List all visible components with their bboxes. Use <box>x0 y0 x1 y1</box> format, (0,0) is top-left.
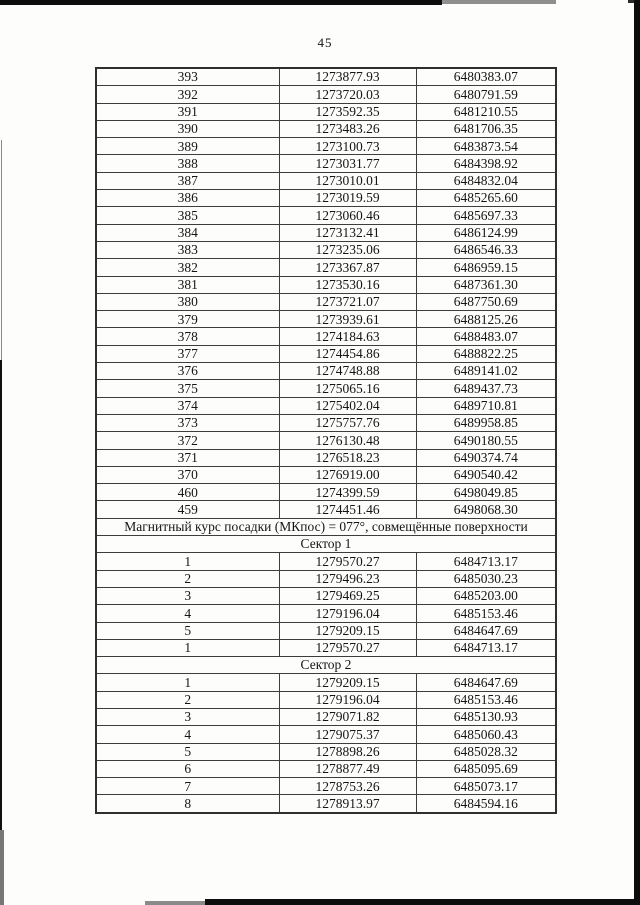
table-section-header-row <box>96 518 556 535</box>
coordinate-x-cell: 1279196.04 <box>279 605 416 622</box>
point-number-cell: 374 <box>96 397 279 414</box>
coordinate-x-cell: 1273235.06 <box>279 241 416 258</box>
coordinate-y-cell: 6487361.30 <box>416 276 556 293</box>
coordinate-x-cell: 1276919.00 <box>279 466 416 483</box>
coordinate-x-cell: 1276130.48 <box>279 432 416 449</box>
coordinate-x-cell: 1276518.23 <box>279 449 416 466</box>
table-row <box>96 276 556 293</box>
point-number-cell: 460 <box>96 484 279 501</box>
point-number-cell: 5 <box>96 622 279 639</box>
coordinate-y-cell: 6484713.17 <box>416 553 556 570</box>
coordinate-y-cell: 6484713.17 <box>416 639 556 656</box>
point-number-cell: 372 <box>96 432 279 449</box>
coordinate-x-cell: 1279196.04 <box>279 691 416 708</box>
point-number-cell: 7 <box>96 778 279 795</box>
point-number-cell: 376 <box>96 363 279 380</box>
point-number-cell: 371 <box>96 449 279 466</box>
page-number: 45 <box>317 35 333 50</box>
point-number-cell: 378 <box>96 328 279 345</box>
table-row <box>96 708 556 725</box>
point-number-cell: 2 <box>96 691 279 708</box>
coordinate-y-cell: 6484647.69 <box>416 622 556 639</box>
point-number-cell: 392 <box>96 86 279 103</box>
coordinate-y-cell: 6483873.54 <box>416 138 556 155</box>
coordinate-x-cell: 1274454.86 <box>279 345 416 362</box>
point-number-cell: 381 <box>96 276 279 293</box>
coordinate-y-cell: 6480791.59 <box>416 86 556 103</box>
coordinate-y-cell: 6481210.55 <box>416 103 556 120</box>
point-number-cell: 1 <box>96 674 279 691</box>
table-row <box>96 484 556 501</box>
coordinate-x-cell: 1274748.88 <box>279 363 416 380</box>
coordinate-y-cell: 6485153.46 <box>416 605 556 622</box>
point-number-cell: 391 <box>96 103 279 120</box>
point-number-cell: 385 <box>96 207 279 224</box>
table-row <box>96 190 556 207</box>
coordinate-x-cell: 1273031.77 <box>279 155 416 172</box>
table-row <box>96 380 556 397</box>
table-row <box>96 726 556 743</box>
table-section-header: Магнитный курс посадки (МКпос) = 077°, совмещённые поверхности <box>96 518 556 535</box>
coordinate-y-cell: 6489710.81 <box>416 397 556 414</box>
coordinate-y-cell: 6486124.99 <box>416 224 556 241</box>
coordinate-x-cell: 1273939.61 <box>279 311 416 328</box>
coordinate-y-cell: 6484398.92 <box>416 155 556 172</box>
point-number-cell: 6 <box>96 760 279 777</box>
coordinate-x-cell: 1273367.87 <box>279 259 416 276</box>
coordinate-y-cell: 6486546.33 <box>416 241 556 258</box>
table-row <box>96 432 556 449</box>
coordinate-x-cell: 1279469.25 <box>279 587 416 604</box>
coordinate-table-body <box>96 68 556 813</box>
point-number-cell: 380 <box>96 293 279 310</box>
point-number-cell: 4 <box>96 605 279 622</box>
table-section-header-row <box>96 536 556 553</box>
point-number-cell: 375 <box>96 380 279 397</box>
scan-edge-top <box>0 0 442 5</box>
coordinate-x-cell: 1273721.07 <box>279 293 416 310</box>
coordinate-y-cell: 6485265.60 <box>416 190 556 207</box>
scan-edge-left <box>0 360 2 835</box>
point-number-cell: 388 <box>96 155 279 172</box>
point-number-cell: 377 <box>96 345 279 362</box>
table-row <box>96 414 556 431</box>
scan-edge-top-corner <box>628 0 640 3</box>
coordinate-x-cell: 1279570.27 <box>279 553 416 570</box>
table-row <box>96 103 556 120</box>
point-number-cell: 393 <box>96 68 279 86</box>
coordinate-y-cell: 6488125.26 <box>416 311 556 328</box>
coordinate-y-cell: 6488483.07 <box>416 328 556 345</box>
table-row <box>96 587 556 604</box>
point-number-cell: 389 <box>96 138 279 155</box>
scan-edge-right <box>634 0 640 905</box>
coordinate-y-cell: 6480383.07 <box>416 68 556 86</box>
coordinate-y-cell: 6490540.42 <box>416 466 556 483</box>
coordinate-x-cell: 1273060.46 <box>279 207 416 224</box>
table-row <box>96 224 556 241</box>
coordinate-y-cell: 6485060.43 <box>416 726 556 743</box>
coordinate-x-cell: 1273010.01 <box>279 172 416 189</box>
point-number-cell: 1 <box>96 553 279 570</box>
table-row <box>96 778 556 795</box>
coordinate-y-cell: 6485030.23 <box>416 570 556 587</box>
coordinate-x-cell: 1275402.04 <box>279 397 416 414</box>
table-row <box>96 207 556 224</box>
table-row <box>96 570 556 587</box>
coordinate-y-cell: 6484594.16 <box>416 795 556 813</box>
table-row <box>96 363 556 380</box>
table-section-header: Сектор 2 <box>96 657 556 674</box>
table-row <box>96 553 556 570</box>
point-number-cell: 1 <box>96 639 279 656</box>
coordinate-x-cell: 1273483.26 <box>279 120 416 137</box>
coordinate-y-cell: 6498068.30 <box>416 501 556 518</box>
coordinate-y-cell: 6489141.02 <box>416 363 556 380</box>
point-number-cell: 4 <box>96 726 279 743</box>
coordinate-y-cell: 6484832.04 <box>416 172 556 189</box>
point-number-cell: 459 <box>96 501 279 518</box>
table-row <box>96 674 556 691</box>
coordinate-x-cell: 1279570.27 <box>279 639 416 656</box>
table-row <box>96 397 556 414</box>
coordinate-y-cell: 6485130.93 <box>416 708 556 725</box>
coordinate-x-cell: 1274399.59 <box>279 484 416 501</box>
table-row <box>96 155 556 172</box>
table-row <box>96 259 556 276</box>
coordinate-y-cell: 6489437.73 <box>416 380 556 397</box>
scan-edge-bottom <box>205 899 640 905</box>
table-row <box>96 760 556 777</box>
coordinate-x-cell: 1279209.15 <box>279 674 416 691</box>
coordinate-x-cell: 1278753.26 <box>279 778 416 795</box>
coordinate-x-cell: 1279209.15 <box>279 622 416 639</box>
table-row <box>96 795 556 813</box>
coordinate-x-cell: 1274451.46 <box>279 501 416 518</box>
coordinate-y-cell: 6486959.15 <box>416 259 556 276</box>
coordinate-y-cell: 6485153.46 <box>416 691 556 708</box>
table-row <box>96 120 556 137</box>
table-row <box>96 241 556 258</box>
coordinate-y-cell: 6485697.33 <box>416 207 556 224</box>
point-number-cell: 379 <box>96 311 279 328</box>
point-number-cell: 2 <box>96 570 279 587</box>
coordinate-y-cell: 6481706.35 <box>416 120 556 137</box>
table-row <box>96 639 556 656</box>
table-row <box>96 293 556 310</box>
coordinate-x-cell: 1273100.73 <box>279 138 416 155</box>
table-row <box>96 138 556 155</box>
coordinate-x-cell: 1278898.26 <box>279 743 416 760</box>
coordinate-x-cell: 1278877.49 <box>279 760 416 777</box>
table-row <box>96 328 556 345</box>
table-row <box>96 68 556 86</box>
coordinate-x-cell: 1273720.03 <box>279 86 416 103</box>
coordinate-x-cell: 1279496.23 <box>279 570 416 587</box>
coordinate-y-cell: 6485073.17 <box>416 778 556 795</box>
scan-edge-left-bottom <box>0 830 4 905</box>
table-section-header: Сектор 1 <box>96 536 556 553</box>
table-row <box>96 86 556 103</box>
coordinate-table <box>95 67 557 814</box>
coordinate-y-cell: 6484647.69 <box>416 674 556 691</box>
point-number-cell: 370 <box>96 466 279 483</box>
point-number-cell: 3 <box>96 587 279 604</box>
point-number-cell: 386 <box>96 190 279 207</box>
coordinate-x-cell: 1273530.16 <box>279 276 416 293</box>
coordinate-x-cell: 1274184.63 <box>279 328 416 345</box>
point-number-cell: 5 <box>96 743 279 760</box>
point-number-cell: 390 <box>96 120 279 137</box>
scan-edge-left-faint <box>1 140 2 360</box>
coordinate-y-cell: 6487750.69 <box>416 293 556 310</box>
point-number-cell: 382 <box>96 259 279 276</box>
point-number-cell: 387 <box>96 172 279 189</box>
coordinate-x-cell: 1273019.59 <box>279 190 416 207</box>
table-row <box>96 743 556 760</box>
coordinate-y-cell: 6488822.25 <box>416 345 556 362</box>
coordinate-x-cell: 1279075.37 <box>279 726 416 743</box>
coordinate-x-cell: 1273132.41 <box>279 224 416 241</box>
table-row <box>96 691 556 708</box>
point-number-cell: 383 <box>96 241 279 258</box>
coordinate-x-cell: 1275757.76 <box>279 414 416 431</box>
coordinate-y-cell: 6490180.55 <box>416 432 556 449</box>
table-row <box>96 172 556 189</box>
coordinate-y-cell: 6485203.00 <box>416 587 556 604</box>
point-number-cell: 373 <box>96 414 279 431</box>
coordinate-x-cell: 1278913.97 <box>279 795 416 813</box>
table-row <box>96 622 556 639</box>
table-row <box>96 501 556 518</box>
coordinate-y-cell: 6489958.85 <box>416 414 556 431</box>
coordinate-y-cell: 6485028.32 <box>416 743 556 760</box>
coordinate-x-cell: 1275065.16 <box>279 380 416 397</box>
scan-edge-top-gray <box>442 0 556 4</box>
coordinate-y-cell: 6498049.85 <box>416 484 556 501</box>
coordinate-y-cell: 6485095.69 <box>416 760 556 777</box>
table-section-header-row <box>96 657 556 674</box>
scan-edge-bottom-gray <box>145 901 205 905</box>
point-number-cell: 384 <box>96 224 279 241</box>
point-number-cell: 3 <box>96 708 279 725</box>
table-row <box>96 605 556 622</box>
table-row <box>96 466 556 483</box>
coordinate-x-cell: 1279071.82 <box>279 708 416 725</box>
coordinate-x-cell: 1273877.93 <box>279 68 416 86</box>
coordinate-x-cell: 1273592.35 <box>279 103 416 120</box>
coordinate-y-cell: 6490374.74 <box>416 449 556 466</box>
point-number-cell: 8 <box>96 795 279 813</box>
table-row <box>96 345 556 362</box>
table-row <box>96 311 556 328</box>
table-row <box>96 449 556 466</box>
